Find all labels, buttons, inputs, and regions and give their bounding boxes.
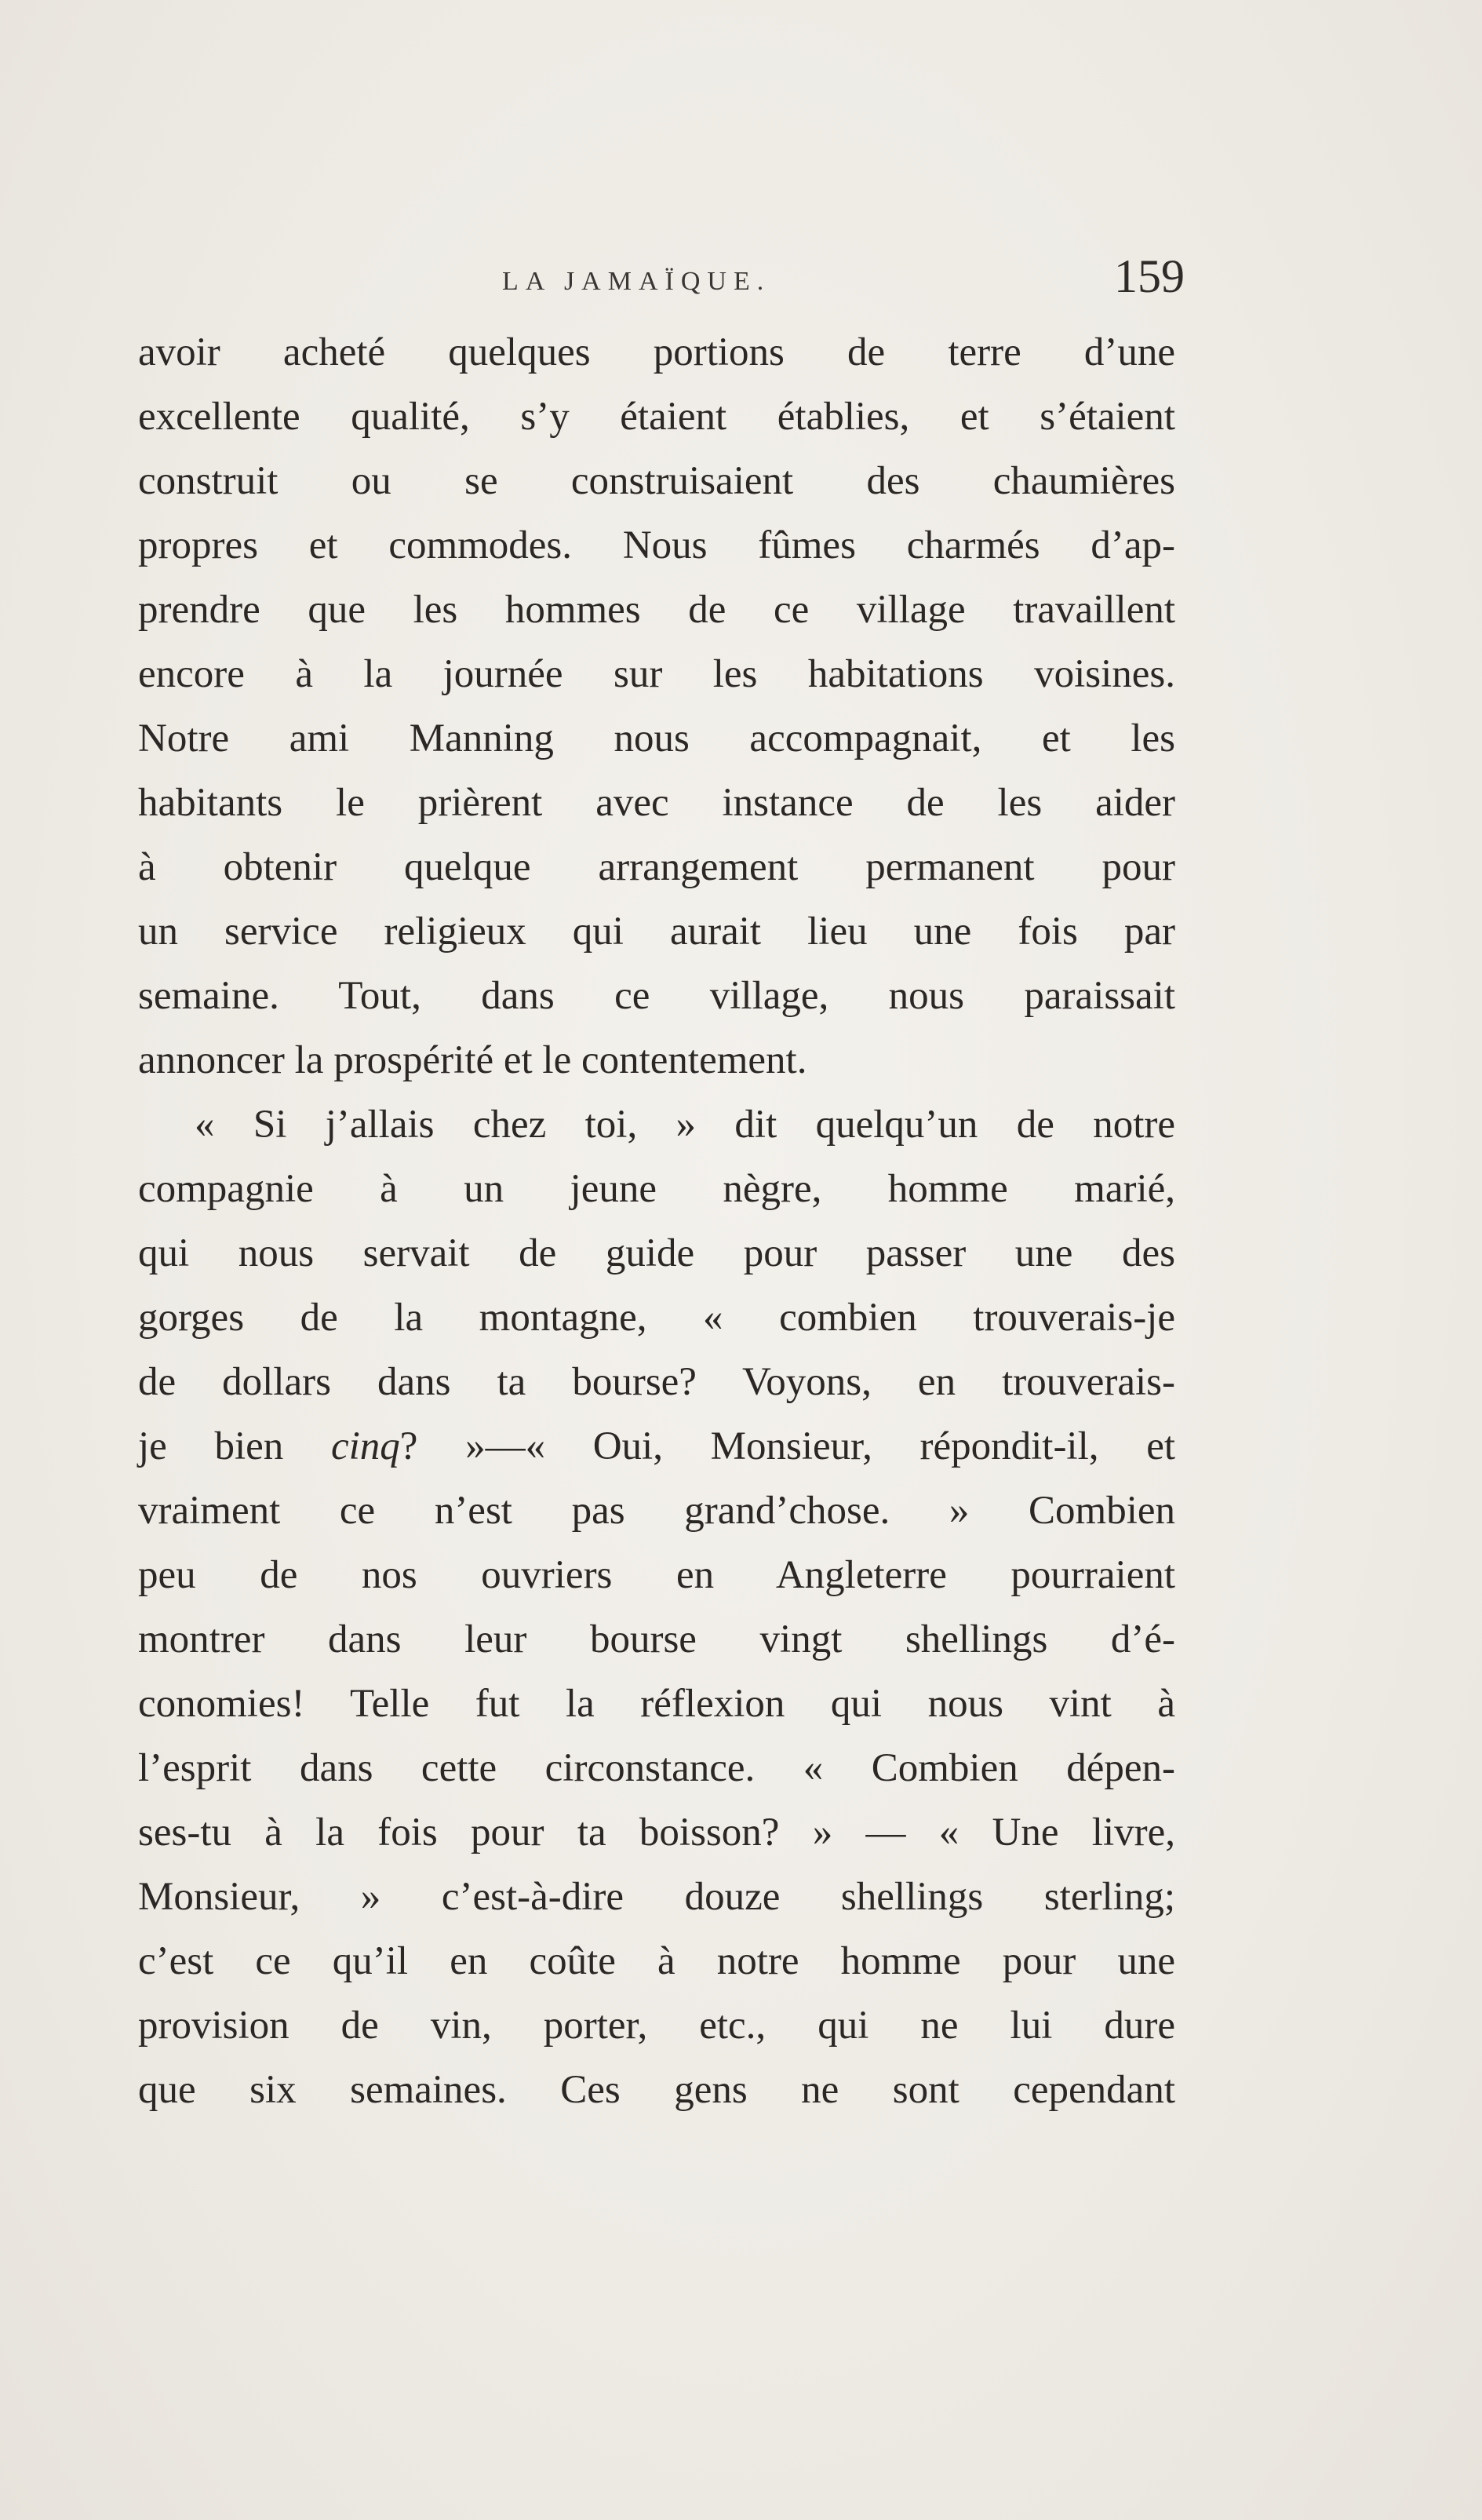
text-line: avoir acheté quelques portions de terre d’une xyxy=(138,330,1175,374)
italic-word: cinq xyxy=(330,1424,400,1468)
text-fragment: je bien xyxy=(138,1424,284,1468)
text-line: propres et commodes. Nous fûmes charmés d’ap- xyxy=(138,523,1175,567)
text-line: conomies! Telle fut la réflexion qui nous vint à xyxy=(138,1682,1175,1726)
text-line: à obtenir quelque arrangement permanent pour xyxy=(138,845,1175,889)
text-line: « Si j’allais chez toi, » dit quelqu’un de notre xyxy=(195,1103,1175,1147)
text-line: semaine. Tout, dans ce village, nous paraissait xyxy=(138,974,1175,1018)
text-line: encore à la journée sur les habitations voisines. xyxy=(138,652,1175,696)
text-line: Monsieur, » c’est-à-dire douze shellings sterling; xyxy=(138,1875,1175,1919)
text-line: Notre ami Manning nous accompagnait, et les xyxy=(138,717,1175,760)
text-line: montrer dans leur bourse vingt shellings d’é- xyxy=(138,1617,1175,1661)
text-line: qui nous servait de guide pour passer une des xyxy=(138,1231,1175,1275)
running-head xyxy=(502,250,1185,312)
text-line: prendre que les hommes de ce village travaillent xyxy=(138,588,1175,632)
text-line: de dollars dans ta bourse? Voyons, en trouverais- xyxy=(138,1360,1175,1404)
text-line: compagnie à un jeune nègre, homme marié, xyxy=(138,1167,1175,1211)
text-line: c’est ce qu’il en coûte à notre homme pour une xyxy=(138,1939,1175,1983)
text-line-with-italic xyxy=(138,1414,1175,1479)
text-line: construit ou se construisaient des chaumières xyxy=(138,459,1175,503)
page-number: 159 xyxy=(1114,250,1185,302)
running-title: LA JAMAÏQUE. xyxy=(502,267,771,296)
text-line: que six semaines. Ces gens ne sont cependant xyxy=(138,2068,1175,2112)
text-line: annoncer la prospérité et le contentement. xyxy=(138,1038,807,1082)
text-line: peu de nos ouvriers en Angleterre pourraient xyxy=(138,1553,1175,1597)
body-text xyxy=(138,320,1175,2122)
text-line: l’esprit dans cette circonstance. « Combien dépen- xyxy=(138,1746,1175,1790)
text-line: gorges de la montagne, « combien trouverais-je xyxy=(138,1296,1175,1340)
text-fragment: ? »—« Oui, Monsieur, répondit-il, et xyxy=(399,1424,1175,1468)
text-line: vraiment ce n’est pas grand’chose. » Combien xyxy=(138,1489,1175,1533)
text-line: excellente qualité, s’y étaient établies, et s’étaient xyxy=(138,395,1175,439)
text-line: habitants le prièrent avec instance de les aider xyxy=(138,781,1175,825)
text-line: un service religieux qui aurait lieu une fois par xyxy=(138,910,1175,954)
text-line: provision de vin, porter, etc., qui ne lui dure xyxy=(138,2004,1175,2048)
text-line: ses-tu à la fois pour ta boisson? » — « Une livre, xyxy=(138,1811,1175,1854)
